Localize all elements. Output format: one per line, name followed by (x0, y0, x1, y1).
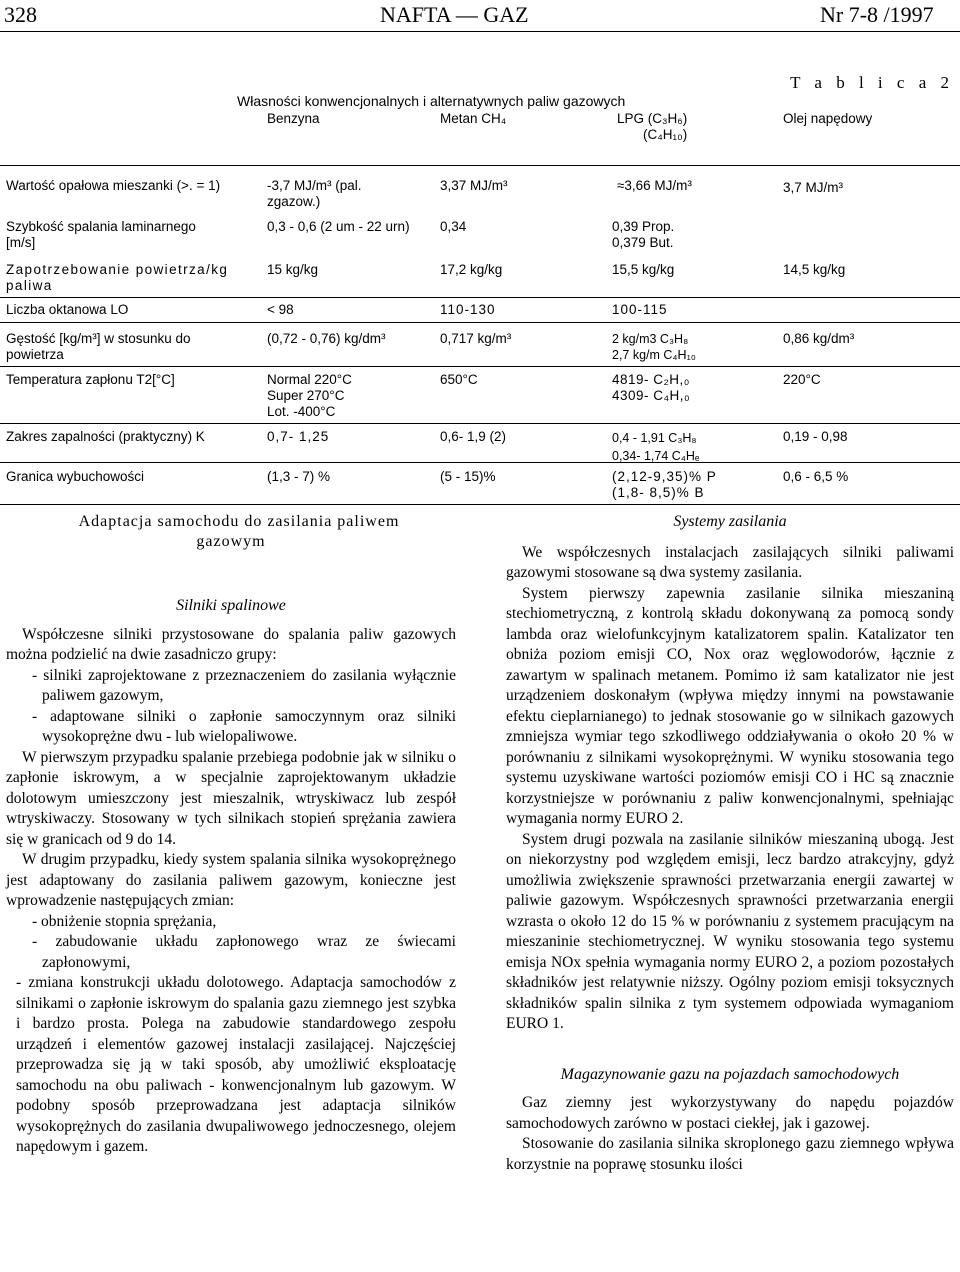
table-cell: (5 - 15)% (440, 469, 496, 484)
page-number: 328 (4, 2, 37, 27)
col-header-lpg: LPG (C₃H₆) (C₄H₁₀) (617, 111, 688, 142)
table-rule (0, 462, 960, 463)
table-cell: 0,3 - 0,6 (2 um - 22 urn) (267, 219, 410, 234)
list-item: - zabudowanie układu zapłonowego wraz ze świecami zapłonowymi, (32, 933, 456, 971)
paragraph: We współczesnych instalacjach zasilających silniki paliwami gazowymi stosowane są dwa systemy zasilania. (506, 543, 954, 581)
table-cell: 17,2 kg/kg (440, 262, 503, 277)
table-cell: < 98 (267, 302, 294, 317)
table-rule (0, 297, 960, 298)
table-cell: 3,37 MJ/m³ (440, 178, 508, 193)
issue-number: Nr 7-8 /1997 (820, 2, 934, 27)
paragraph: Stosowanie do zasilania silnika skroplonego gazu ziemnego wpływa korzystnie na poprawę stosunku ilości (506, 1135, 954, 1173)
row-label: Zapotrzebowanie powietrza/kg paliwa (6, 262, 229, 293)
table-cell: 0,7- 1,25 (267, 429, 330, 444)
row-label: Liczba oktanowa LO (6, 302, 129, 317)
table-cell: 0,4 - 1,91 C₃H₈ 0,34- 1,74 C₄Hₑ (612, 431, 700, 463)
table-cell: ≈3,66 MJ/m³ (617, 178, 692, 193)
col-header-metan: Metan CH₄ (440, 111, 507, 126)
table-cell: (1,3 - 7) % (267, 469, 331, 484)
paragraph: Współczesne silniki przystosowane do spalania paliw gazowych można podzielić na dwie zasadniczo grupy: (6, 625, 456, 663)
table-cell: 220°C (783, 372, 821, 387)
table-cell: 2 kg/m3 C₃H₈ 2,7 kg/m C₄H₁₀ (612, 332, 696, 362)
row-label: Wartość opałowa mieszanki (>. = 1) (6, 178, 221, 193)
list-item: - silniki zaprojektowane z przeznaczeniem do zasilania wyłącznie paliwem gazowym, (32, 666, 456, 704)
table-cell: 4819- C₂H,₀ 4309- C₄H,₀ (612, 372, 691, 403)
table-caption: Własności konwencjonalnych i alternatywnych paliw gazowych (237, 93, 626, 109)
table-cell: 15 kg/kg (267, 262, 319, 277)
subheading: Magazynowanie gazu na pojazdach samochodowych (560, 1065, 900, 1083)
paragraph: Gaz ziemny jest wykorzystywany do napędu pojazdów samochodowych zarówno w postaci ciekłej, jak i gazowej. (506, 1094, 954, 1132)
table-cell: (2,12-9,35)% P (1,8- 8,5)% B (612, 469, 717, 500)
row-label: Zakres zapalności (praktyczny) K (6, 429, 205, 444)
table-cell: 650°C (440, 372, 478, 387)
table-cell: 0,19 - 0,98 (783, 429, 848, 444)
table-rule (0, 366, 960, 367)
table-rule-bottom (0, 504, 960, 505)
table-cell: 110-130 (440, 302, 496, 317)
table-cell: 0,717 kg/m³ (440, 331, 512, 346)
table-cell: (0,72 - 0,76) kg/dm³ (267, 331, 386, 346)
col-header-olej: Olej napędowy (783, 111, 873, 126)
table-cell: 15,5 kg/kg (612, 262, 675, 277)
col-header-benzyna: Benzyna (267, 111, 320, 126)
list-item: - obniżenie stopnia sprężania, (32, 912, 217, 930)
paragraph: W pierwszym przypadku spalanie przebiega podobnie jak w silniku o zapłonie iskrowym, a w specjalnie zaprojektowanym układzie dolotowym umieszczony jest mieszalnik, wtryskiwacz lub zespół wtryskiwaczy. Stosowany w tych silnikach stopień sprężania zawiera się w granicach od 9 do 14. (6, 748, 456, 848)
row-label: Granica wybuchowości (6, 469, 145, 484)
table-rule-top (0, 165, 960, 166)
left-column (6, 512, 456, 1158)
subheading: Systemy zasilania (673, 513, 787, 530)
table-label: T a b l i c a 2 (790, 73, 954, 92)
table-cell: 0,6- 1,9 (2) (440, 429, 507, 444)
row-label: Szybkość spalania laminarnego [m/s] (6, 219, 196, 250)
table-cell: -3,7 MJ/m³ (pal. zgazow.) (267, 178, 362, 209)
table-cell: 3,7 MJ/m³ (783, 180, 844, 195)
table-cell: 0,39 Prop. 0,379 But. (612, 219, 675, 250)
table-cell: 14,5 kg/kg (783, 262, 846, 277)
row-label: Temperatura zapłonu T2[°C] (6, 372, 175, 387)
table-cell: 0,86 kg/dm³ (783, 331, 855, 346)
header-rule (0, 31, 960, 32)
row-label: Gęstość [kg/m³] w stosunku do powietrza (6, 331, 191, 362)
table-cell: 100-115 (612, 302, 668, 317)
journal-title: NAFTA — GAZ (380, 2, 529, 27)
table-rule (0, 322, 960, 323)
table-rule (0, 423, 960, 424)
page-header (0, 0, 960, 30)
right-column (506, 512, 954, 1175)
paragraph: System drugi pozwala na zasilanie silników mieszaniną ubogą. Jest on niekorzystny pod względem emisji, lecz bardzo atrakcyjny, gdyż umożliwia zwiększenie sprawności przetwarzania energii zawartej w paliwie gazowym. Współczesnych sprawności przetwarzania energii wzrasta o około 12 do 15 % w porównaniu z systemem pracującym na mieszaninie stechiometrycznej. W wyniku stosowania tego systemu emisja NOx spełnia wymagania normy EURO 2, a poziom pozostałych składników jest relatywnie niższy. Ogólny poziom emisji toksycznych składników spalin silnika z tym systemem odpowiada wymaganiom EURO 1. (506, 830, 954, 1032)
section-heading: Adaptacja samochodu do zasilania paliwem gazowym (78, 513, 400, 550)
paragraph: System pierwszy zapewnia zasilanie silnika mieszaniną stechiometryczną, z kontrolą składu dokonywaną za pomocą sondy lambda oraz wielofunkcyjnym katalizatorem spalin. Katalizator ten obniża poziom emisji CO, Nox oraz węglowodorów, łącznie z zawartym w spalinach metanem. Pomimo iż sam katalizator nie jest urządzeniem doskonałym (wpływa między innymi na powstawanie efektu cieplarnianego) to jednak stosowanie go w silnikach gazowych zmniejsza wymiar tego szkodliwego oddziaływania o około 20 % w porównaniu z silnikami wysokoprężnymi. W wyniku stosowania tego systemu uzyskiwane wartości poziomów emisji CO i HC są znacznie korzystniejsze w porównaniu z paliw konwencjonalnymi, spełniając wymagania normy EURO 2. (506, 584, 954, 827)
paragraph: W drugim przypadku, kiedy system spalania silnika wysokoprężnego jest adaptowany do zasilania paliwem gazowym, konieczne jest wprowadzenie następujących zmian: (6, 851, 456, 909)
table-cell: Normal 220°C Super 270°C Lot. -400°C (267, 372, 352, 419)
table-cell: 0,6 - 6,5 % (783, 469, 849, 484)
list-item: - adaptowane silniki o zapłonie samoczynnym oraz silniki wysokoprężne dwu - lub wielopaliwowe. (32, 707, 456, 745)
subheading: Silniki spalinowe (176, 597, 286, 614)
list-item: - zmiana konstrukcji układu dolotowego. Adaptacja samochodów z silnikami o zapłonie iskrowym do spalania gazu ziemnego jest szybka i bardzo prosta. Polega na zabudowie standardowego zespołu urządzeń i elementów gazowej instalacji zasilającej. Najczęściej przeprowadza się ją w taki sposób, aby umożliwić eksploatację samochodu na obu paliwach - konwencjonalnym lub gazowym. W podobny sposób przeprowadzana jest adaptacja silników wysokoprężnych do zasilania dwupaliwowego jednoczesnego, olejem napędowym i gazem. (16, 974, 456, 1155)
table-cell: 0,34 (440, 219, 467, 234)
